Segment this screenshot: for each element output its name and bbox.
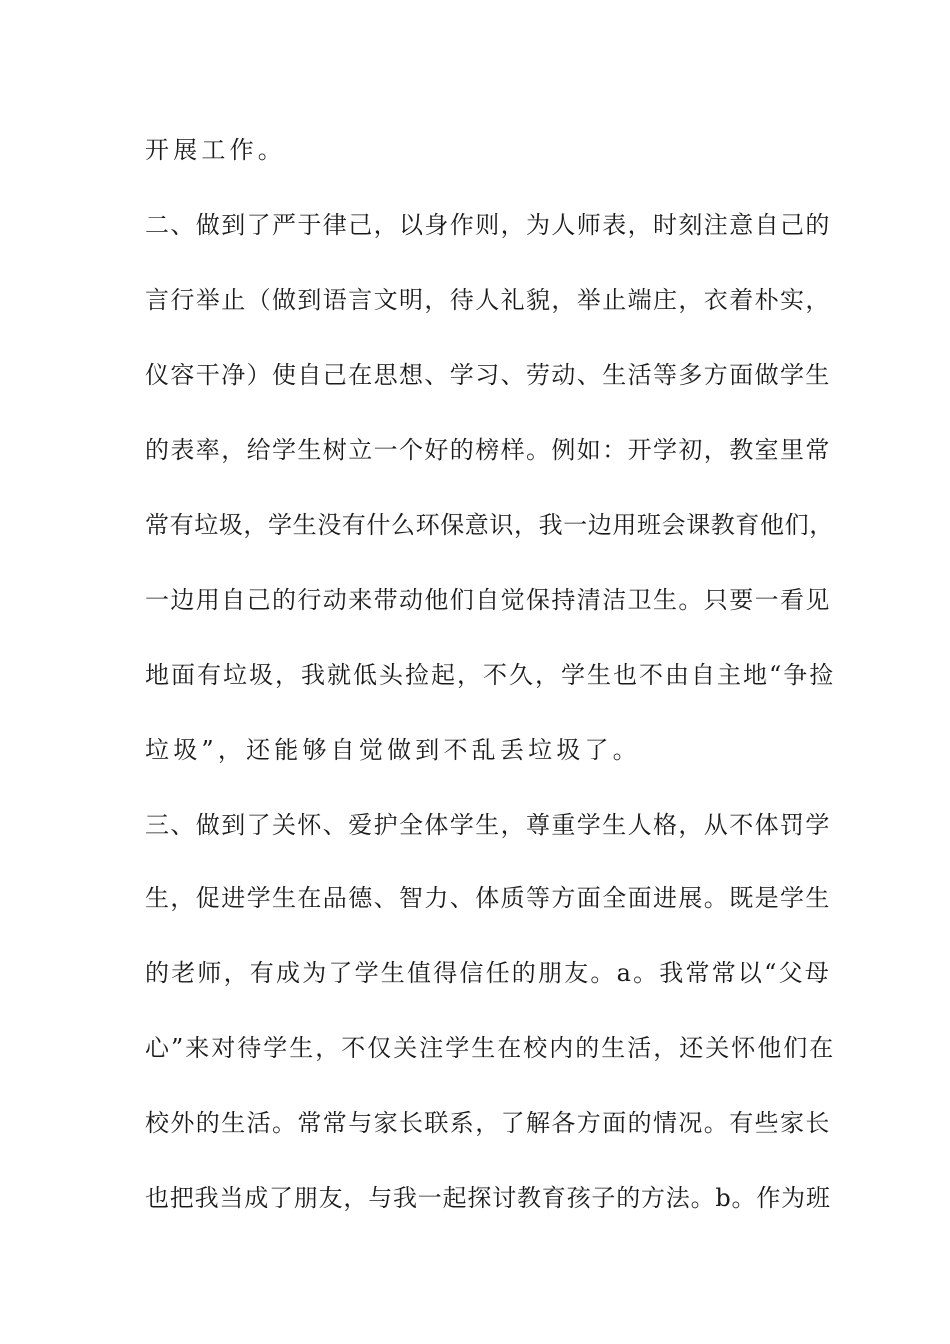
text-line: 常有垃圾，学生没有什么环保意识，我一边用班会课教育他们， (145, 511, 834, 539)
text-line: 一边用自己的行动来带动他们自觉保持清洁卫生。只要一看见 (145, 586, 831, 614)
text-line: 也把我当成了朋友，与我一起探讨教育孩子的方法。b。作为班 (145, 1184, 831, 1212)
text-line: 的老师，有成为了学生值得信任的朋友。a。我常常以“父母 (145, 959, 831, 987)
text-line: 垃圾”，还能够自觉做到不乱丢垃圾了。 (145, 736, 641, 764)
text-line: 二、做到了严于律己，以身作则，为人师表，时刻注意自己的 (145, 211, 831, 239)
text-line: 心”来对待学生，不仅关注学生在校内的生活，还关怀他们在 (145, 1034, 836, 1062)
text-line: 仪容干净）使自己在思想、学习、劳动、生活等多方面做学生 (145, 361, 831, 389)
text-line: 的表率，给学生树立一个好的榜样。例如：开学初，教室里常 (145, 436, 831, 464)
text-line: 开展工作。 (145, 136, 286, 164)
text-line: 生，促进学生在品德、智力、体质等方面全面进展。既是学生 (145, 884, 831, 912)
text-line: 言行举止（做到语言文明，待人礼貌，举止端庄，衣着朴实， (145, 286, 831, 314)
text-line: 校外的生活。常常与家长联系，了解各方面的情况。有些家长 (145, 1109, 831, 1137)
text-line: 地面有垃圾，我就低头捡起，不久，学生也不由自主地“争捡 (145, 661, 836, 689)
text-line: 三、做到了关怀、爱护全体学生，尊重学生人格，从不体罚学 (145, 811, 831, 839)
